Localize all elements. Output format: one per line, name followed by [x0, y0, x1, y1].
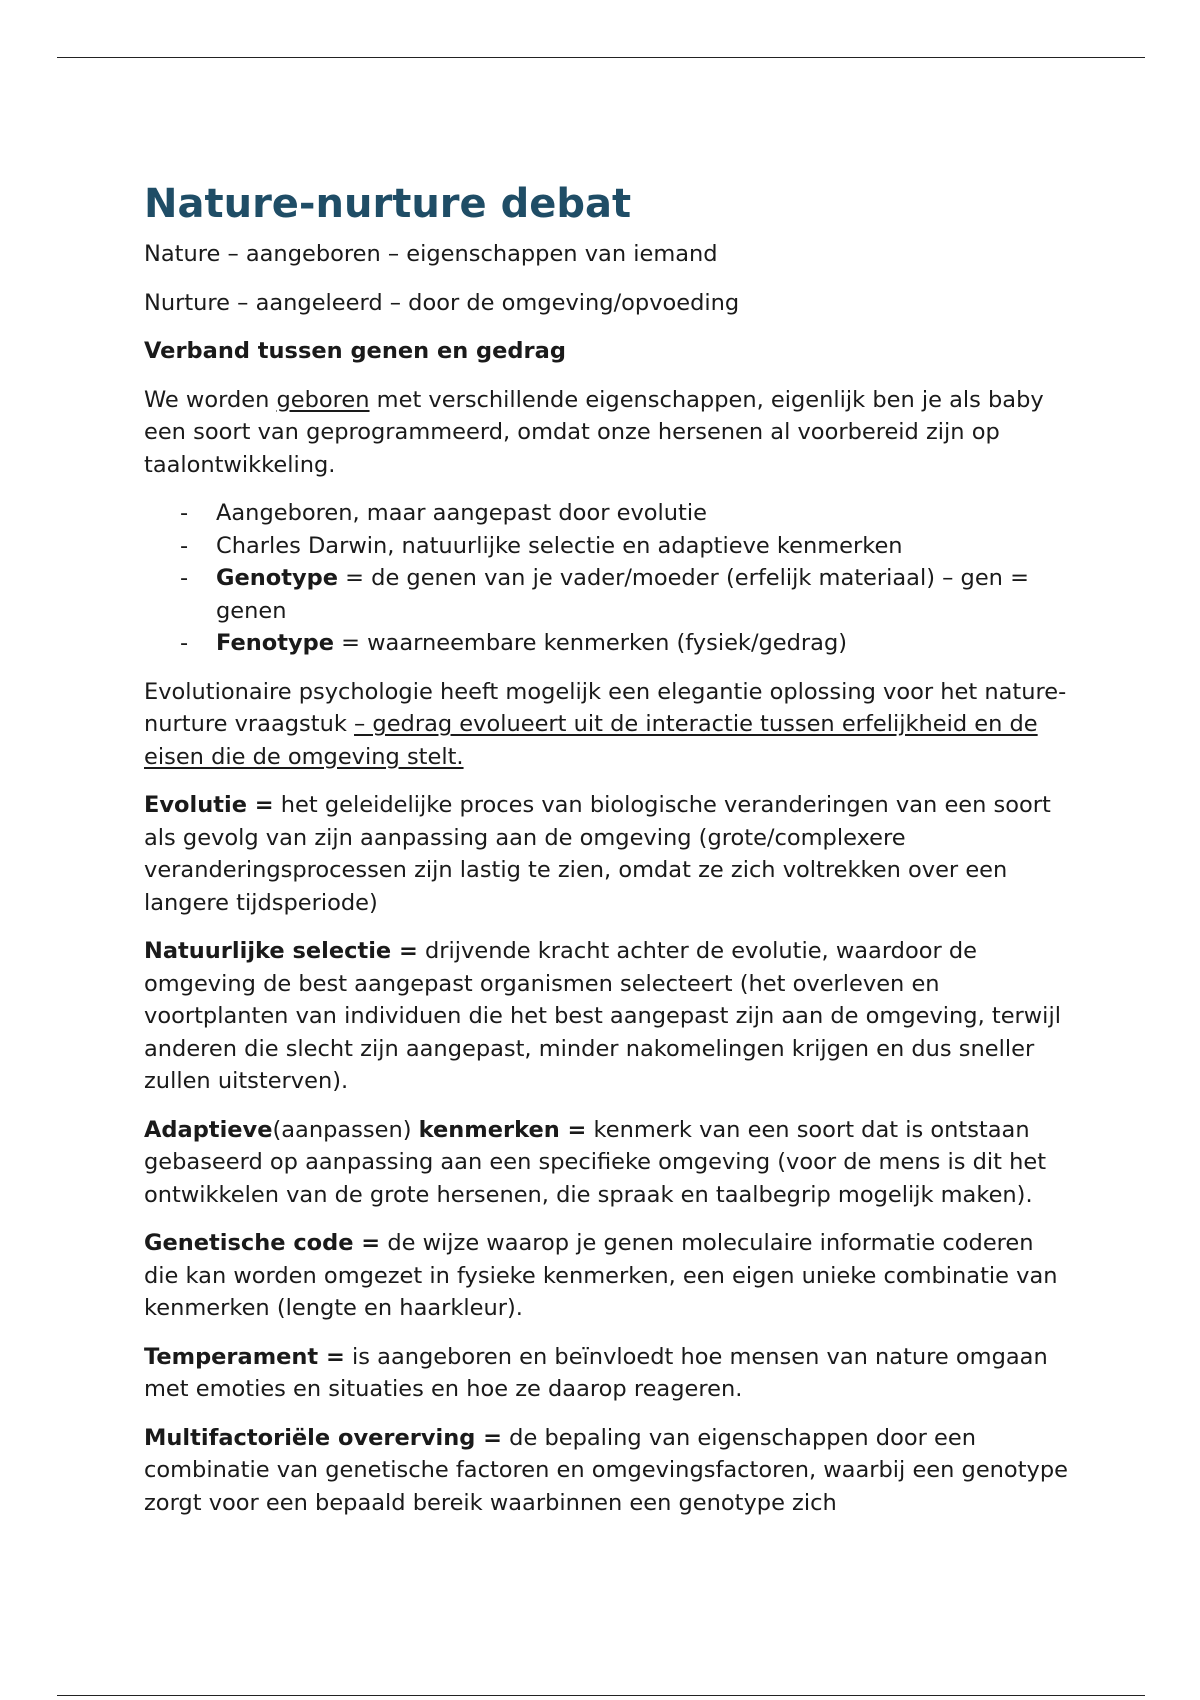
- intro-text-before: We worden: [144, 386, 277, 413]
- section-heading: Verband tussen genen en gedrag: [144, 338, 566, 364]
- evolutionary-psychology-underlined: – gedrag evolueert uit de interactie tussen erfelijkheid en de eisen die de omgeving stelt.: [144, 711, 1038, 770]
- evolutionary-psychology-paragraph: Evolutionaire psychologie heeft mogelijk een elegantie oplossing voor het nature-nurture vraagstuk – gedrag evolueert uit de interactie tussen erfelijkheid en de eisen die de omgeving stelt.: [144, 678, 1067, 770]
- list-item: - Genotype = de genen van je vader/moeder (erfelijk materiaal) – gen = genen: [216, 562, 1074, 627]
- header-rule: [57, 57, 1145, 58]
- page-title: Nature-nurture debat: [144, 181, 632, 227]
- term-temperament: Temperament = is aangeboren en beïnvloedt hoe mensen van nature omgaan met emoties en situaties en hoe ze daarop reageren.: [144, 1343, 1048, 1402]
- list-item: - Aangeboren, maar aangepast door evolutie: [216, 497, 1074, 530]
- list-item: - Charles Darwin, natuurlijke selectie en adaptieve kenmerken: [216, 530, 1074, 563]
- genotype-term: Genotype: [216, 565, 338, 591]
- intro-text-after: met verschillende eigenschappen, eigenlijk ben je als baby een soort van geprogrammeerd, omdat onze hersenen al voorbereid zijn op taalontwikkeling.: [144, 386, 1044, 478]
- bullet-list: [144, 497, 1074, 660]
- intro-underlined: geboren: [276, 386, 370, 413]
- nature-definition: Nature – aangeboren – eigenschappen van iemand: [144, 241, 718, 267]
- intro-paragraph: [144, 384, 1074, 482]
- fenotype-term: Fenotype: [216, 630, 334, 656]
- document-body: [144, 176, 1074, 1535]
- nurture-definition: Nurture – aangeleerd – door de omgeving/opvoeding: [144, 289, 740, 316]
- term-natuurlijke-selectie: Natuurlijke selectie = drijvende kracht achter de evolutie, waardoor de omgeving de best aangepast organismen selecteert (het overleven en voortplanten van individuen die het best aangepast zijn aan de omgeving, terwijl anderen die slecht zijn aangepast, minder nakomelingen krijgen en dus sneller zullen uitsterven).: [144, 938, 1061, 1094]
- term-genetische-code: Genetische code = de wijze waarop je genen moleculaire informatie coderen die kan worden omgezet in fysieke kenmerken, een eigen unieke combinatie van kenmerken (lengte en haarkleur).: [144, 1230, 1058, 1321]
- term-adaptieve-kenmerken: Adaptieve(aanpassen) kenmerken = kenmerk van een soort dat is ontstaan gebaseerd op aanpassing aan een specifieke omgeving (voor de mens is dit het ontwikkelen van de grote hersenen, die spraak en taalbegrip mogelijk maken).: [144, 1116, 1047, 1208]
- list-item: - Fenotype = waarneembare kenmerken (fysiek/gedrag): [216, 627, 1074, 660]
- term-multifactoriele-overerving: Multifactoriële overerving = de bepaling van eigenschappen door een combinatie van genetische factoren en omgevingsfactoren, waarbij een genotype zorgt voor een bepaald bereik waarbinnen een genotype zich: [144, 1424, 1068, 1516]
- term-evolutie: Evolutie = het geleidelijke proces van biologische veranderingen van een soort als gevolg van zijn aanpassing aan de omgeving (grote/complexere veranderingsprocessen zijn lastig te zien, omdat ze zich voltrekken over een langere tijdsperiode): [144, 792, 1051, 916]
- footer-rule: [57, 1695, 1145, 1696]
